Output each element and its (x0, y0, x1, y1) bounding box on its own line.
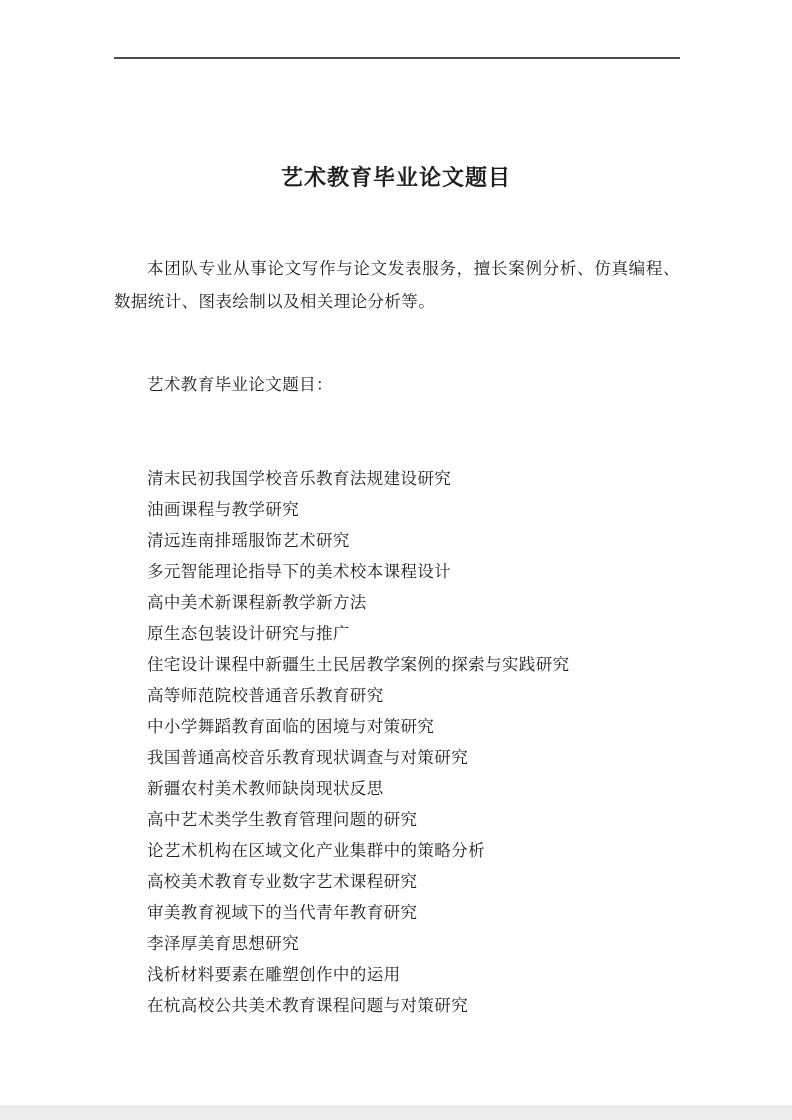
topic-item: 原生态包装设计研究与推广 (147, 624, 350, 643)
section-heading: 艺术教育毕业论文题目： (147, 375, 333, 394)
topic-item: 审美教育视域下的当代青年教育研究 (147, 903, 418, 922)
page-edge-band (0, 1105, 792, 1120)
topic-list (114, 463, 714, 1021)
topic-item: 浅析材料要素在雕塑创作中的运用 (147, 965, 401, 984)
intro-paragraph: 本团队专业从事论文写作与论文发表服务，擅长案例分析、仿真编程、数据统计、图表绘制以及相关理论分析等。 (114, 259, 680, 311)
topic-item: 清远连南排瑶服饰艺术研究 (147, 531, 350, 550)
topic-item: 住宅设计课程中新疆生土民居教学案例的探索与实践研究 (147, 655, 570, 674)
topic-item: 多元智能理论指导下的美术校本课程设计 (147, 562, 452, 581)
topic-item: 高中美术新课程新教学新方法 (147, 593, 367, 612)
topic-item: 李泽厚美育思想研究 (147, 934, 300, 953)
top-rule-divider (114, 57, 680, 59)
topic-item: 清末民初我国学校音乐教育法规建设研究 (147, 469, 452, 488)
topic-item: 在杭高校公共美术教育课程问题与对策研究 (147, 996, 469, 1015)
topic-item: 中小学舞蹈教育面临的困境与对策研究 (147, 717, 435, 736)
topic-item: 高中艺术类学生教育管理问题的研究 (147, 810, 418, 829)
topic-item: 论艺术机构在区域文化产业集群中的策略分析 (147, 841, 485, 860)
topic-item: 我国普通高校音乐教育现状调查与对策研究 (147, 748, 469, 767)
topic-item: 高校美术教育专业数字艺术课程研究 (147, 872, 418, 891)
topic-item: 高等师范院校普通音乐教育研究 (147, 686, 384, 705)
topic-item: 新疆农村美术教师缺岗现状反思 (147, 779, 384, 798)
topic-item: 油画课程与教学研究 (147, 500, 300, 519)
page-title: 艺术教育毕业论文题目 (280, 164, 511, 190)
